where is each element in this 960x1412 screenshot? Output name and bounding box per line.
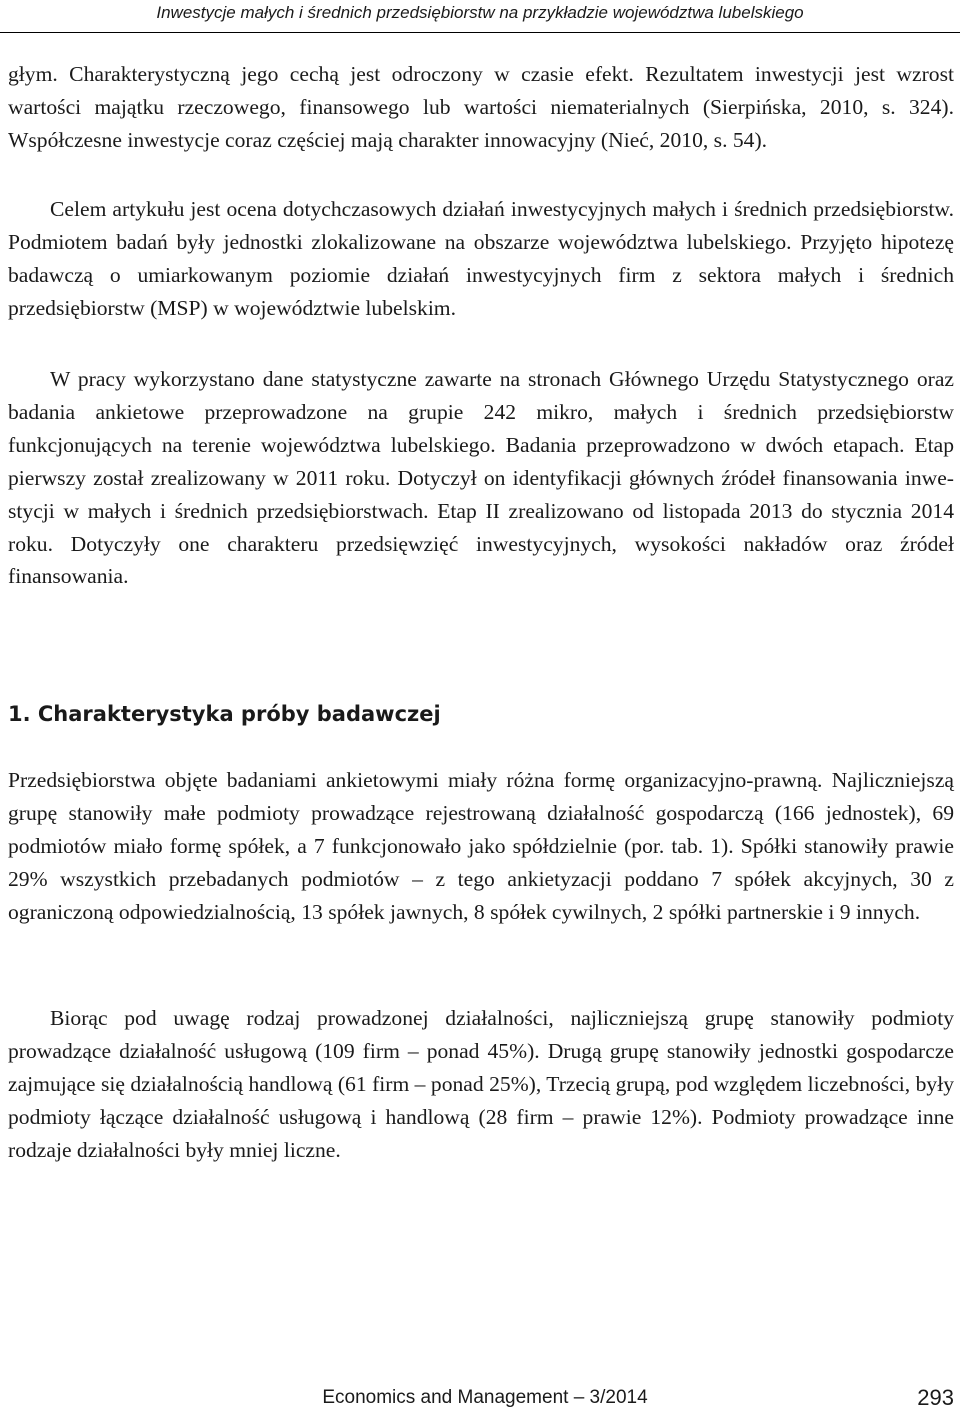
section-paragraph-legal-form: Przedsiębiorstwa objęte badaniami ankietowymi miały różna formę organizacyjno-prawną. Najliczniejszą grupę stanowiły małe podmioty prowadzące rejestrowaną działalność gospodarczą (166 jednostek), 69 podmiotów miało formę spółek, a 7 funkcjonowało jako spółdzielnie (por. tab. 1). Spółki stanowiły prawie 29% wszystkich przebadanych podmiotów – z tego ankietyzacji poddano 7 spółek akcyjnych, 30 z ograniczoną odpowiedzialnością, 13 spółek jawnych, 8 spółek cywilnych, 2 spółki partnerskie i 9 innych. — [8, 768, 954, 924]
body-paragraph-method: W pracy wykorzystano dane statystyczne zawarte na stronach Głównego Urzędu Statystycznego oraz badania ankietowe przeprowadzone na grupie 242 mikro, małych i średnich przedsiębiorstw funkcjonujących na terenie województwa lubelskiego. Badania przeprowadzono w dwóch etapach. Etap pierwszy został zrealizowany w 2011 roku. Dotyczył on identyfikacji głównych źródeł finansowania inwestycji w małych i średnich przedsiębiorstwach. Etap II zrealizowano od listopada 2013 do stycznia 2014 roku. Dotyczyły one charakteru przedsięwzięć inwestycyjnych, wysokości nakładów oraz źródeł finansowania. — [8, 367, 954, 589]
page-number: 293 — [917, 1385, 954, 1410]
body-paragraph-aim: Celem artykułu jest ocena dotychczasowych działań inwestycyjnych małych i średnich przedsiębiorstw. Podmiotem badań były jednostki zlokalizowane na obszarze województwa lubelskiego. Przyjęto hipotezę badawczą o umiarkowanym poziomie działań inwestycyjnych firm z sektora małych i średnich przedsiębiorstw (MSP) w województwie lubelskim. — [8, 197, 954, 320]
body-paragraph-continuation: głym. Charakterystyczną jego cechą jest odroczony w czasie efekt. Rezultatem inwestycji jest wzrost wartości majątku rzeczowego, finansowego lub wartości niematerialnych (Sierpińska, 2010, s. 324). Współczesne inwestycje coraz częściej mają charakter innowacyjny (Nieć, 2010, s. 54). — [8, 62, 954, 152]
footer-journal-name: Economics and Management – 3/2014 — [322, 1387, 648, 1408]
running-header: Inwestycje małych i średnich przedsiębiorstw na przykładzie województwa lubelskiego — [156, 3, 804, 22]
section-heading: 1. Charakterystyka próby badawczej — [8, 702, 441, 726]
header-divider — [0, 32, 960, 33]
section-paragraph-activity: Biorąc pod uwagę rodzaj prowadzonej działalności, najliczniejszą grupę stanowiły podmioty prowadzące działalność usługową (109 firm – ponad 45%). Drugą grupę stanowiły jednostki gospodarcze zajmujące się działalnością handlową (61 firm – ponad 25%), Trzecią grupą, pod względem liczebności, były podmioty łączące działalność usługową i handlową (28 firm – prawie 12%). Podmioty prowadzące inne rodzaje działalności były mniej liczne. — [8, 1006, 954, 1162]
